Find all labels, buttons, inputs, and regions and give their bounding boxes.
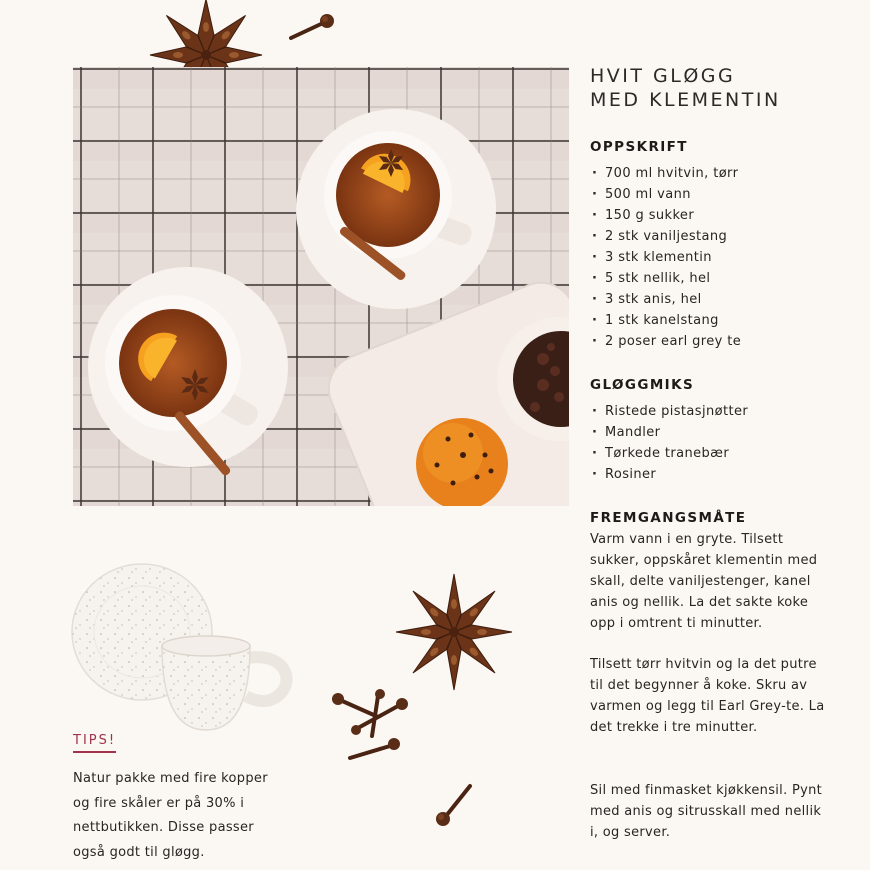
method-paragraph-3: Sil med finmasket kjøkkensil. Pynt med anis og sitrusskall med nellik i, og server. (590, 783, 823, 840)
list-item: · 2 stk vaniljestang (590, 226, 741, 247)
list-item: · 3 stk anis, hel (590, 289, 741, 310)
hero-photo (73, 67, 569, 506)
list-item: · 500 ml vann (590, 184, 741, 205)
ingredient-list (590, 163, 741, 352)
tips-heading: TIPS! (73, 733, 116, 753)
mix-list (590, 401, 748, 485)
list-item: · 3 stk klementin (590, 247, 741, 268)
tips-text: Natur pakke med fire kopper og fire skåler er på 30% i nettbutikken. Disse passer også godt til gløgg. (73, 771, 268, 860)
clove-icon (430, 780, 480, 830)
list-item: · Ristede pistasjnøtter (590, 401, 748, 422)
method-paragraph-2: Tilsett tørr hvitvin og la det putre til det begynner å koke. Skru av varmen og legg til Earl Grey-te. La det trekke i tre minutter. (590, 657, 825, 735)
list-item: · 700 ml hvitvin, tørr (590, 163, 741, 184)
recipe-heading: OPPSKRIFT (590, 139, 688, 155)
list-item: · Tørkede tranebær (590, 443, 748, 464)
list-item: · 150 g sukker (590, 205, 741, 226)
method-heading: FREMGANGSMÅTE (590, 510, 747, 526)
cup-saucer-icon (70, 560, 300, 740)
list-item: · 5 stk nellik, hel (590, 268, 741, 289)
title-line-1: HVIT GLØGG (590, 65, 736, 87)
title-line-2: MED KLEMENTIN (590, 89, 781, 111)
clove-icon (285, 8, 341, 44)
list-item: · Mandler (590, 422, 748, 443)
star-anise-icon (390, 568, 518, 696)
clove-icon (328, 688, 418, 768)
mix-heading: GLØGGMIKS (590, 377, 695, 393)
recipe-title (590, 64, 781, 112)
list-item: · Rosiner (590, 464, 748, 485)
list-item: · 2 poser earl grey te (590, 331, 741, 352)
list-item: · 1 stk kanelstang (590, 310, 741, 331)
tea-cups-photo (73, 67, 569, 506)
method-paragraph-1: Varm vann i en gryte. Tilsett sukker, oppskåret klementin med skall, delte vaniljestenger, kanel anis og nellik. La det sakte koke opp i omtrent ti minutter. (590, 532, 818, 631)
